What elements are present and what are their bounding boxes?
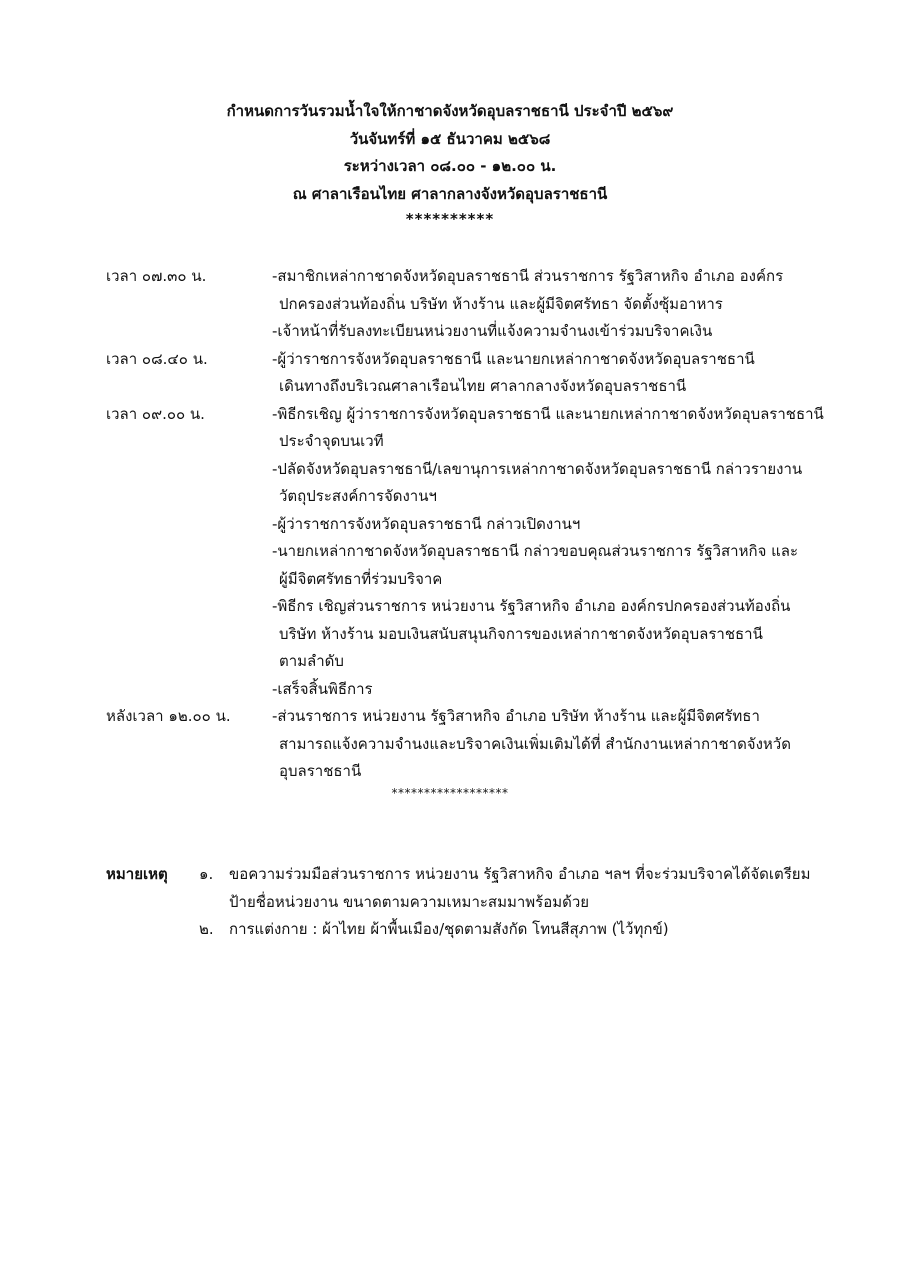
schedule-item-line: ตามลำดับ	[279, 652, 344, 670]
schedule-time: หลังเวลา ๑๒.๐๐ น.	[106, 707, 231, 725]
schedule-item-line: -เสร็จสิ้นพิธีการ	[272, 679, 373, 698]
schedule-item-line: ประจำจุดบนเวที	[279, 432, 384, 450]
schedule-row	[106, 401, 826, 704]
note-text	[229, 861, 810, 916]
schedule-item-line: -ปลัดจังหวัดอุบลราชธานี/เลขานุการเหล่ากาชาดจังหวัดอุบลราชธานี กล่าวรายงาน	[272, 459, 803, 478]
schedule-item	[272, 401, 826, 456]
title-separator: **********	[405, 210, 495, 228]
schedule-item-line: -ผู้ว่าราชการจังหวัดอุบลราชธานี กล่าวเปิดงานฯ	[272, 514, 581, 533]
schedule-item	[272, 318, 826, 346]
note-text-line: การแต่งกาย : ผ้าไทย ผ้าพื้นเมือง/ชุดตามสังกัด โทนสีสุภาพ (ไว้ทุกข์)	[229, 920, 669, 938]
notes-label: หมายเหตุ	[106, 865, 168, 883]
note-number: ๑.	[199, 865, 214, 883]
note-text	[229, 916, 669, 944]
schedule-item-line: อุบลราชธานี	[279, 762, 362, 780]
schedule-separator: ******************	[391, 786, 509, 800]
event-time-range: ระหว่างเวลา ๐๘.๐๐ - ๑๒.๐๐ น.	[343, 157, 557, 175]
schedule-items	[272, 346, 826, 401]
note-item	[199, 916, 826, 944]
schedule-row	[106, 346, 826, 401]
event-venue: ณ ศาลาเรือนไทย ศาลากลางจังหวัดอุบลราชธานี	[292, 184, 608, 203]
schedule-item	[272, 263, 826, 318]
schedule-item-line: เดินทางถึงบริเวณศาลาเรือนไทย ศาลากลางจังหวัดอุบลราชธานี	[279, 377, 687, 395]
schedule-item-line: ปกครองส่วนท้องถิ่น บริษัท ห้างร้าน และผู้มีจิตศรัทธา จัดตั้งซุ้มอาหาร	[279, 294, 723, 313]
document-title: กำหนดการวันรวมน้ำใจให้กาชาดจังหวัดอุบลราชธานี ประจำปี ๒๕๖๙	[226, 102, 674, 120]
schedule-item	[272, 593, 826, 676]
schedule-time: เวลา ๐๗.๓๐ น.	[106, 267, 207, 285]
schedule-item-line: -สมาชิกเหล่ากาชาดจังหวัดอุบลราชธานี ส่วนราชการ รัฐวิสาหกิจ อำเภอ องค์กร	[272, 267, 784, 285]
schedule-items	[272, 703, 826, 786]
schedule-row	[106, 263, 826, 346]
schedule-item-line: บริษัท ห้างร้าน มอบเงินสนับสนุนกิจการของเหล่ากาชาดจังหวัดอุบลราชธานี	[279, 624, 763, 643]
note-text-line: ป้ายชื่อหน่วยงาน ขนาดตามความเหมาะสมมาพร้อมด้วย	[229, 892, 590, 911]
schedule-time: เวลา ๐๘.๔๐ น.	[106, 349, 208, 368]
schedule-item-line: -นายกเหล่ากาชาดจังหวัดอุบลราชธานี กล่าวขอบคุณส่วนราชการ รัฐวิสาหกิจ และ	[272, 542, 799, 560]
schedule-item-line: -เจ้าหน้าที่รับลงทะเบียนหน่วยงานที่แจ้งความจำนงเข้าร่วมบริจาคเงิน	[272, 322, 713, 340]
schedule-item-line: สามารถแจ้งความจำนงและบริจาคเงินเพิ่มเติมได้ที่ สำนักงานเหล่ากาชาดจังหวัด	[279, 734, 791, 753]
schedule-time: เวลา ๐๙.๐๐ น.	[106, 404, 205, 423]
event-date: วันจันทร์ที่ ๑๕ ธันวาคม ๒๕๖๘	[349, 129, 551, 148]
schedule-items	[272, 263, 826, 346]
note-text-line: ขอความร่วมมือส่วนราชการ หน่วยงาน รัฐวิสาหกิจ อำเภอ ฯลฯ ที่จะร่วมบริจาคได้จัดเตรียม	[229, 865, 811, 883]
schedule-item-line: -ส่วนราชการ หน่วยงาน รัฐวิสาหกิจ อำเภอ บริษัท ห้างร้าน และผู้มีจิตศรัทธา	[272, 707, 760, 725]
schedule-item	[272, 456, 826, 511]
schedule-row	[106, 703, 826, 786]
schedule-item-line: ผู้มีจิตศรัทธาที่ร่วมบริจาค	[279, 569, 443, 588]
schedule-item-line: วัตถุประสงค์การจัดงานฯ	[279, 487, 437, 505]
note-number: ๒.	[199, 920, 214, 938]
notes-section	[106, 861, 826, 944]
schedule-list	[106, 263, 826, 786]
schedule-item-line: -ผู้ว่าราชการจังหวัดอุบลราชธานี และนายกเหล่ากาชาดจังหวัดอุบลราชธานี	[272, 349, 755, 368]
schedule-item	[272, 511, 826, 539]
notes-list	[199, 861, 826, 944]
schedule-items	[272, 401, 826, 704]
schedule-item	[272, 538, 826, 593]
document-title-block	[0, 98, 900, 230]
schedule-item	[272, 676, 826, 704]
schedule-item-line: -พิธีกรเชิญ ผู้ว่าราชการจังหวัดอุบลราชธานี และนายกเหล่ากาชาดจังหวัดอุบลราชธานี	[272, 404, 824, 423]
schedule-item	[272, 346, 826, 401]
note-item	[199, 861, 826, 916]
schedule-item	[272, 703, 826, 786]
schedule-item-line: -พิธีกร เชิญส่วนราชการ หน่วยงาน รัฐวิสาหกิจ อำเภอ องค์กรปกครองส่วนท้องถิ่น	[272, 597, 791, 615]
